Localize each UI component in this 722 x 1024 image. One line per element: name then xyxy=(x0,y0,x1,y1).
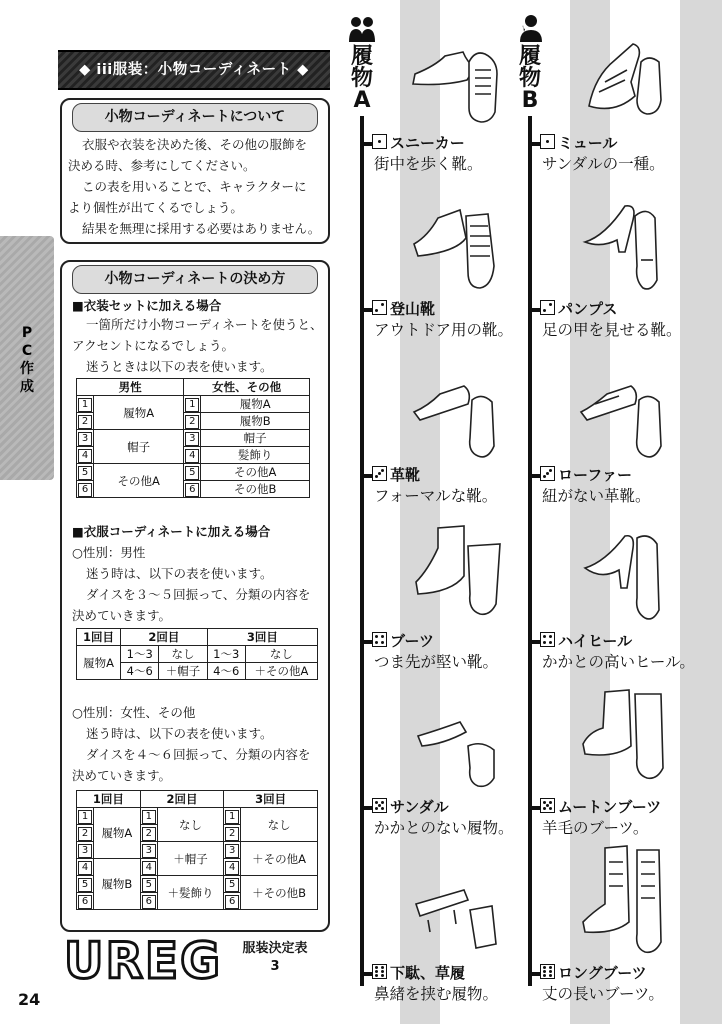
die-number: 2 xyxy=(78,415,92,429)
section-title: ◆ iii服装：小物コーディネート ◆ xyxy=(79,62,309,78)
table-cell: なし xyxy=(159,646,207,663)
die-icon xyxy=(372,964,387,979)
male-line: 迷う時は、以下の表を使います。 xyxy=(86,566,273,581)
about-line: 結果を無理に採用する必要はありません。 xyxy=(82,221,321,236)
woman-icon xyxy=(518,14,544,42)
about-line: 決める時、参考にしてください。 xyxy=(68,158,256,173)
item-description: アウトドア用の靴。 xyxy=(374,321,514,339)
item-name-text: 革靴 xyxy=(390,466,421,484)
column-b-line xyxy=(528,116,532,986)
gender-male-heading: ○性別：男性 xyxy=(72,545,146,560)
die-number: 6 xyxy=(78,483,92,497)
high-heel-image xyxy=(575,528,675,624)
sandal-image xyxy=(408,712,508,788)
table-cell: なし xyxy=(157,808,223,842)
background-strip xyxy=(680,0,722,1024)
range-cell: 1～3 xyxy=(121,646,159,663)
male-line: 決めていきます。 xyxy=(72,608,172,623)
die-number: 1 xyxy=(78,398,92,412)
item-name xyxy=(372,466,420,484)
table-cell: 履物B xyxy=(201,413,310,430)
leather-shoe-image xyxy=(408,372,508,462)
item-name-text: ロングブーツ xyxy=(558,964,647,982)
item-description: かかとの高いヒール。 xyxy=(542,653,695,671)
item-name-text: 登山靴 xyxy=(390,300,436,318)
item-name xyxy=(540,300,617,318)
die-number: 1 xyxy=(142,810,156,824)
die-number: 4 xyxy=(78,861,92,875)
die-number: 2 xyxy=(78,827,92,841)
page-number: 24 xyxy=(18,990,41,1009)
range-cell: 4～6 xyxy=(207,663,245,680)
female-line: 迷う時は、以下の表を使います。 xyxy=(86,726,273,741)
item-name-text: 下駄、草履 xyxy=(390,964,466,982)
col-3rd: 3回目 xyxy=(207,629,317,646)
die-number: 3 xyxy=(185,432,199,446)
item-name xyxy=(372,134,465,152)
die-number: 4 xyxy=(185,449,199,463)
side-tab-label: P C 作 成 xyxy=(20,325,34,395)
table-cell: 帽子 xyxy=(94,430,184,464)
table-cell: ＋その他A xyxy=(241,842,318,876)
die-number: 2 xyxy=(142,827,156,841)
die-number: 4 xyxy=(142,861,156,875)
die-number: 3 xyxy=(78,844,92,858)
col-1st: 1回目 xyxy=(77,629,121,646)
range-cell: 1～3 xyxy=(207,646,245,663)
table-cell: 履物A xyxy=(94,396,184,430)
item-description: フォーマルな靴。 xyxy=(374,487,498,505)
die-icon xyxy=(372,632,387,647)
group-people-icon xyxy=(348,16,376,42)
item-description: かかとのない履物。 xyxy=(374,819,514,837)
die-icon xyxy=(540,466,555,481)
mouton-boots-image xyxy=(575,684,675,784)
item-description: 丈の長いブーツ。 xyxy=(542,985,664,1003)
item-name xyxy=(540,632,632,650)
item-description: 足の甲を見せる靴。 xyxy=(542,321,682,339)
about-line: この表を用いることで、キャラクターに xyxy=(82,179,307,194)
about-box-title: 小物コーディネートについて xyxy=(72,103,318,132)
item-name-text: ローファー xyxy=(558,466,632,484)
table-female xyxy=(76,790,318,910)
howto-box-title: 小物コーディネートの決め方 xyxy=(72,265,318,294)
die-icon xyxy=(540,300,555,315)
die-icon xyxy=(372,300,387,315)
item-description: つま先が堅い靴。 xyxy=(374,653,499,671)
item-name-text: ムートンブーツ xyxy=(558,798,662,816)
item-description: 鼻緒を挟む履物。 xyxy=(374,985,499,1003)
die-number: 6 xyxy=(142,895,156,909)
mule-image xyxy=(575,36,685,118)
die-number: 1 xyxy=(225,810,239,824)
logo-text: UREG xyxy=(64,936,222,982)
section-header xyxy=(58,50,330,90)
logo-subtitle-number: 3 xyxy=(270,959,280,974)
table-cell: ＋髪飾り xyxy=(157,876,223,910)
item-name-text: サンダル xyxy=(390,798,449,816)
table-cell: ＋帽子 xyxy=(157,842,223,876)
die-icon xyxy=(372,466,387,481)
die-number: 1 xyxy=(78,810,92,824)
table-male xyxy=(76,628,318,680)
costume-set-line: アクセントになるでしょう。 xyxy=(72,338,235,353)
die-number: 2 xyxy=(185,415,199,429)
logo-subtitle-title: 服装決定表 xyxy=(242,941,308,956)
column-b-title: 履 物 B xyxy=(518,44,541,113)
table-cell: その他B xyxy=(201,481,310,498)
logo-subtitle xyxy=(232,940,318,976)
geta-image xyxy=(408,880,508,956)
die-number: 5 xyxy=(225,878,239,892)
pumps-image xyxy=(575,196,675,296)
die-icon xyxy=(540,964,555,979)
die-number: 3 xyxy=(78,432,92,446)
table-cell: 履物A xyxy=(77,646,121,680)
die-number: 1 xyxy=(185,398,199,412)
boots-image xyxy=(408,520,508,620)
item-name-text: ハイヒール xyxy=(558,632,633,650)
item-description: 紐がない革靴。 xyxy=(542,487,651,505)
column-a-title: 履 物 A xyxy=(350,44,373,113)
die-number: 3 xyxy=(142,844,156,858)
item-name-text: ミュール xyxy=(558,134,618,152)
item-name xyxy=(372,300,435,318)
long-boots-image xyxy=(575,842,675,956)
col-female: 女性、その他 xyxy=(184,379,310,396)
table-cell: 髪飾り xyxy=(201,447,310,464)
die-number: 6 xyxy=(185,483,199,497)
die-icon xyxy=(372,798,387,813)
die-icon xyxy=(540,632,555,647)
table-cell: 履物A xyxy=(201,396,310,413)
sneaker-image xyxy=(405,40,515,125)
item-name xyxy=(372,632,434,650)
die-number: 6 xyxy=(78,895,92,909)
col-2nd: 2回目 xyxy=(121,629,208,646)
gender-female-heading: ○性別：女性、その他 xyxy=(72,705,196,720)
female-line: 決めていきます。 xyxy=(72,768,172,783)
table-cell: 帽子 xyxy=(201,430,310,447)
die-number: 5 xyxy=(78,878,92,892)
table-cell: なし xyxy=(245,646,317,663)
ureg-logo xyxy=(62,936,226,982)
costume-set-line: 一箇所だけ小物コーディネートを使うと、 xyxy=(86,317,323,332)
table-cell: 履物A xyxy=(94,808,141,859)
table-cell: 履物B xyxy=(94,859,141,910)
die-number: 4 xyxy=(78,449,92,463)
outfit-coord-heading: ■衣服コーディネートに加える場合 xyxy=(72,524,271,539)
item-description: 羊毛のブーツ。 xyxy=(542,819,649,837)
item-name xyxy=(372,964,465,982)
table-cell: その他A xyxy=(201,464,310,481)
about-box xyxy=(60,98,330,244)
item-name xyxy=(540,466,632,484)
item-name xyxy=(540,964,647,982)
die-icon xyxy=(540,134,555,149)
table-cell: ＋帽子 xyxy=(159,663,207,680)
hiking-boot-image xyxy=(408,196,508,296)
item-name xyxy=(540,798,661,816)
table-costume-set xyxy=(76,378,310,498)
item-name xyxy=(372,798,449,816)
die-number: 5 xyxy=(78,466,92,480)
item-name-text: パンプス xyxy=(558,300,618,318)
table-cell: なし xyxy=(241,808,318,842)
about-line: より個性が出てくるでしょう。 xyxy=(68,200,243,215)
item-description: 街中を歩く靴。 xyxy=(374,155,483,173)
die-number: 4 xyxy=(225,861,239,875)
die-number: 5 xyxy=(185,466,199,480)
die-icon xyxy=(372,134,387,149)
table-cell: ＋その他A xyxy=(245,663,317,680)
loafer-image xyxy=(575,376,675,462)
table-cell: その他A xyxy=(94,464,184,498)
col-3rd: 3回目 xyxy=(224,791,318,808)
column-a-line xyxy=(360,116,364,986)
item-name-text: スニーカー xyxy=(390,134,465,152)
die-number: 3 xyxy=(225,844,239,858)
col-2nd: 2回目 xyxy=(140,791,223,808)
costume-set-line: 迷うときは以下の表を使います。 xyxy=(86,359,273,374)
item-name xyxy=(540,134,617,152)
table-cell: ＋その他B xyxy=(241,876,318,910)
die-icon xyxy=(540,798,555,813)
range-cell: 4～6 xyxy=(121,663,159,680)
col-male: 男性 xyxy=(77,379,184,396)
costume-set-heading: ■衣装セットに加える場合 xyxy=(72,298,222,313)
female-line: ダイスを４～６回振って、分類の内容を xyxy=(86,747,311,762)
die-number: 5 xyxy=(142,878,156,892)
die-number: 6 xyxy=(225,895,239,909)
howto-box xyxy=(60,260,330,932)
col-1st: 1回目 xyxy=(77,791,141,808)
about-line: 衣服や衣装を決めた後、その他の服飾を xyxy=(82,137,308,152)
side-tab-pc-creation[interactable] xyxy=(0,236,54,480)
die-number: 2 xyxy=(225,827,239,841)
male-line: ダイスを３～５回振って、分類の内容を xyxy=(86,587,311,602)
item-description: サンダルの一種。 xyxy=(542,155,665,173)
item-name-text: ブーツ xyxy=(390,632,434,650)
